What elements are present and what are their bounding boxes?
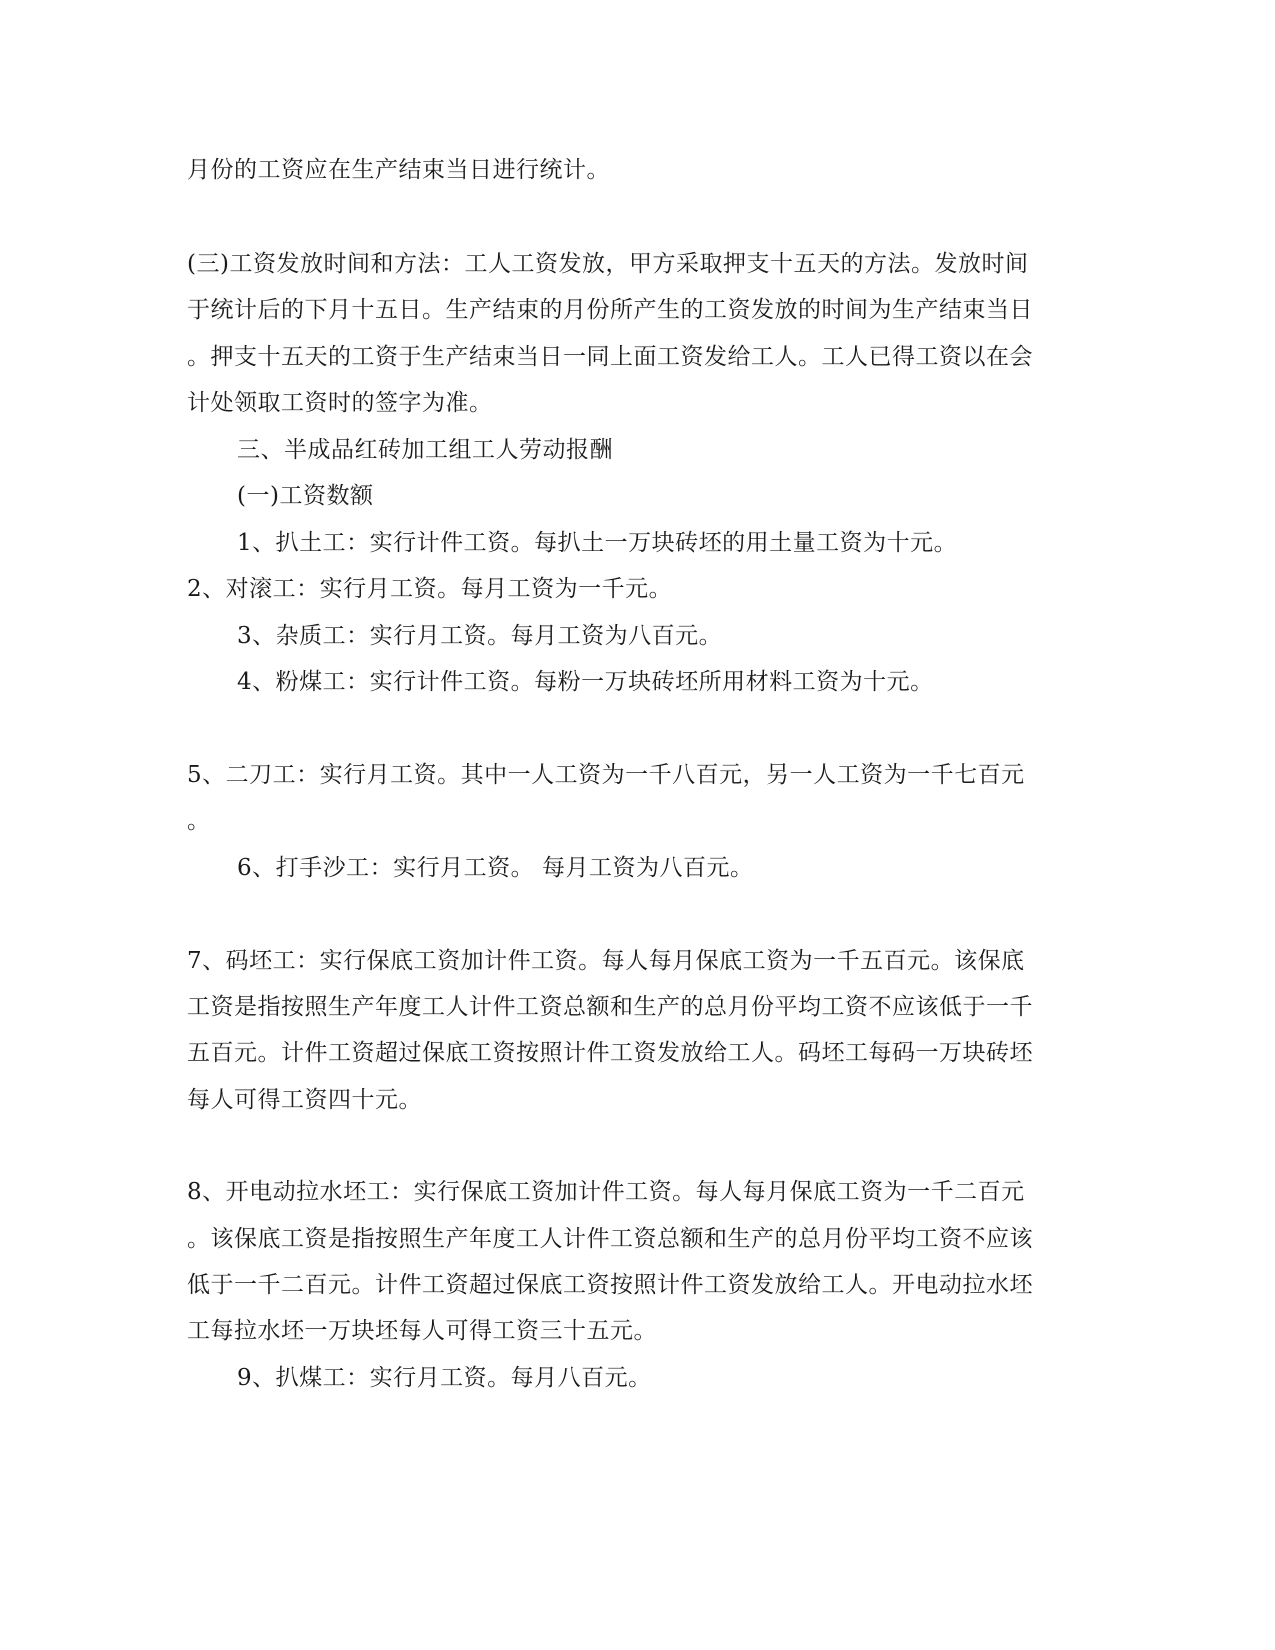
- list-item: 8、开电动拉水坯工：实行保底工资加计件工资。每人每月保底工资为一千二百元: [187, 1179, 1025, 1205]
- list-item-continuation: 每人可得工资四十元。: [187, 1087, 422, 1113]
- list-item-continuation: 低于一千二百元。计件工资超过保底工资按照计件工资发放给工人。开电动拉水坯: [187, 1272, 1033, 1298]
- list-item: 2、对滚工：实行月工资。每月工资为一千元。: [187, 576, 673, 602]
- list-item: 6、打手沙工：实行月工资。 每月工资为八百元。: [237, 855, 754, 881]
- list-item-continuation: 。该保底工资是指按照生产年度工人计件工资总额和生产的总月份平均工资不应该: [187, 1226, 1033, 1252]
- list-item: 9、扒煤工：实行月工资。每月八百元。: [237, 1365, 652, 1391]
- list-item: 1、扒土工：实行计件工资。每扒土一万块砖坯的用土量工资为十元。: [237, 530, 958, 556]
- paragraph-line: 月份的工资应在生产结束当日进行统计。: [187, 157, 610, 183]
- subsection-heading: (一)工资数额: [237, 483, 374, 509]
- list-item: 4、粉煤工：实行计件工资。每粉一万块砖坯所用材料工资为十元。: [237, 669, 934, 695]
- list-item: 3、杂质工：实行月工资。每月工资为八百元。: [237, 623, 723, 649]
- paragraph-line: 于统计后的下月十五日。生产结束的月份所产生的工资发放的时间为生产结束当日: [187, 297, 1033, 323]
- list-item-continuation: 工每拉水坯一万块坯每人可得工资三十五元。: [187, 1318, 657, 1344]
- list-item-continuation: 五百元。计件工资超过保底工资按照计件工资发放给工人。码坯工每码一万块砖坯: [187, 1040, 1033, 1066]
- list-item: 7、码坯工：实行保底工资加计件工资。每人每月保底工资为一千五百元。该保底: [187, 948, 1025, 974]
- paragraph-line: 。押支十五天的工资于生产结束当日一同上面工资发给工人。工人已得工资以在会: [187, 344, 1033, 370]
- paragraph-line: 计处领取工资时的签字为准。: [187, 390, 493, 416]
- section-heading: 三、半成品红砖加工组工人劳动报酬: [237, 437, 613, 463]
- list-item-continuation: 。: [187, 808, 211, 834]
- list-item-continuation: 工资是指按照生产年度工人计件工资总额和生产的总月份平均工资不应该低于一千: [187, 994, 1033, 1020]
- paragraph-line: (三)工资发放时间和方法：工人工资发放，甲方采取押支十五天的方法。发放时间: [187, 251, 1029, 277]
- list-item: 5、二刀工：实行月工资。其中一人工资为一千八百元，另一人工资为一千七百元: [187, 762, 1025, 788]
